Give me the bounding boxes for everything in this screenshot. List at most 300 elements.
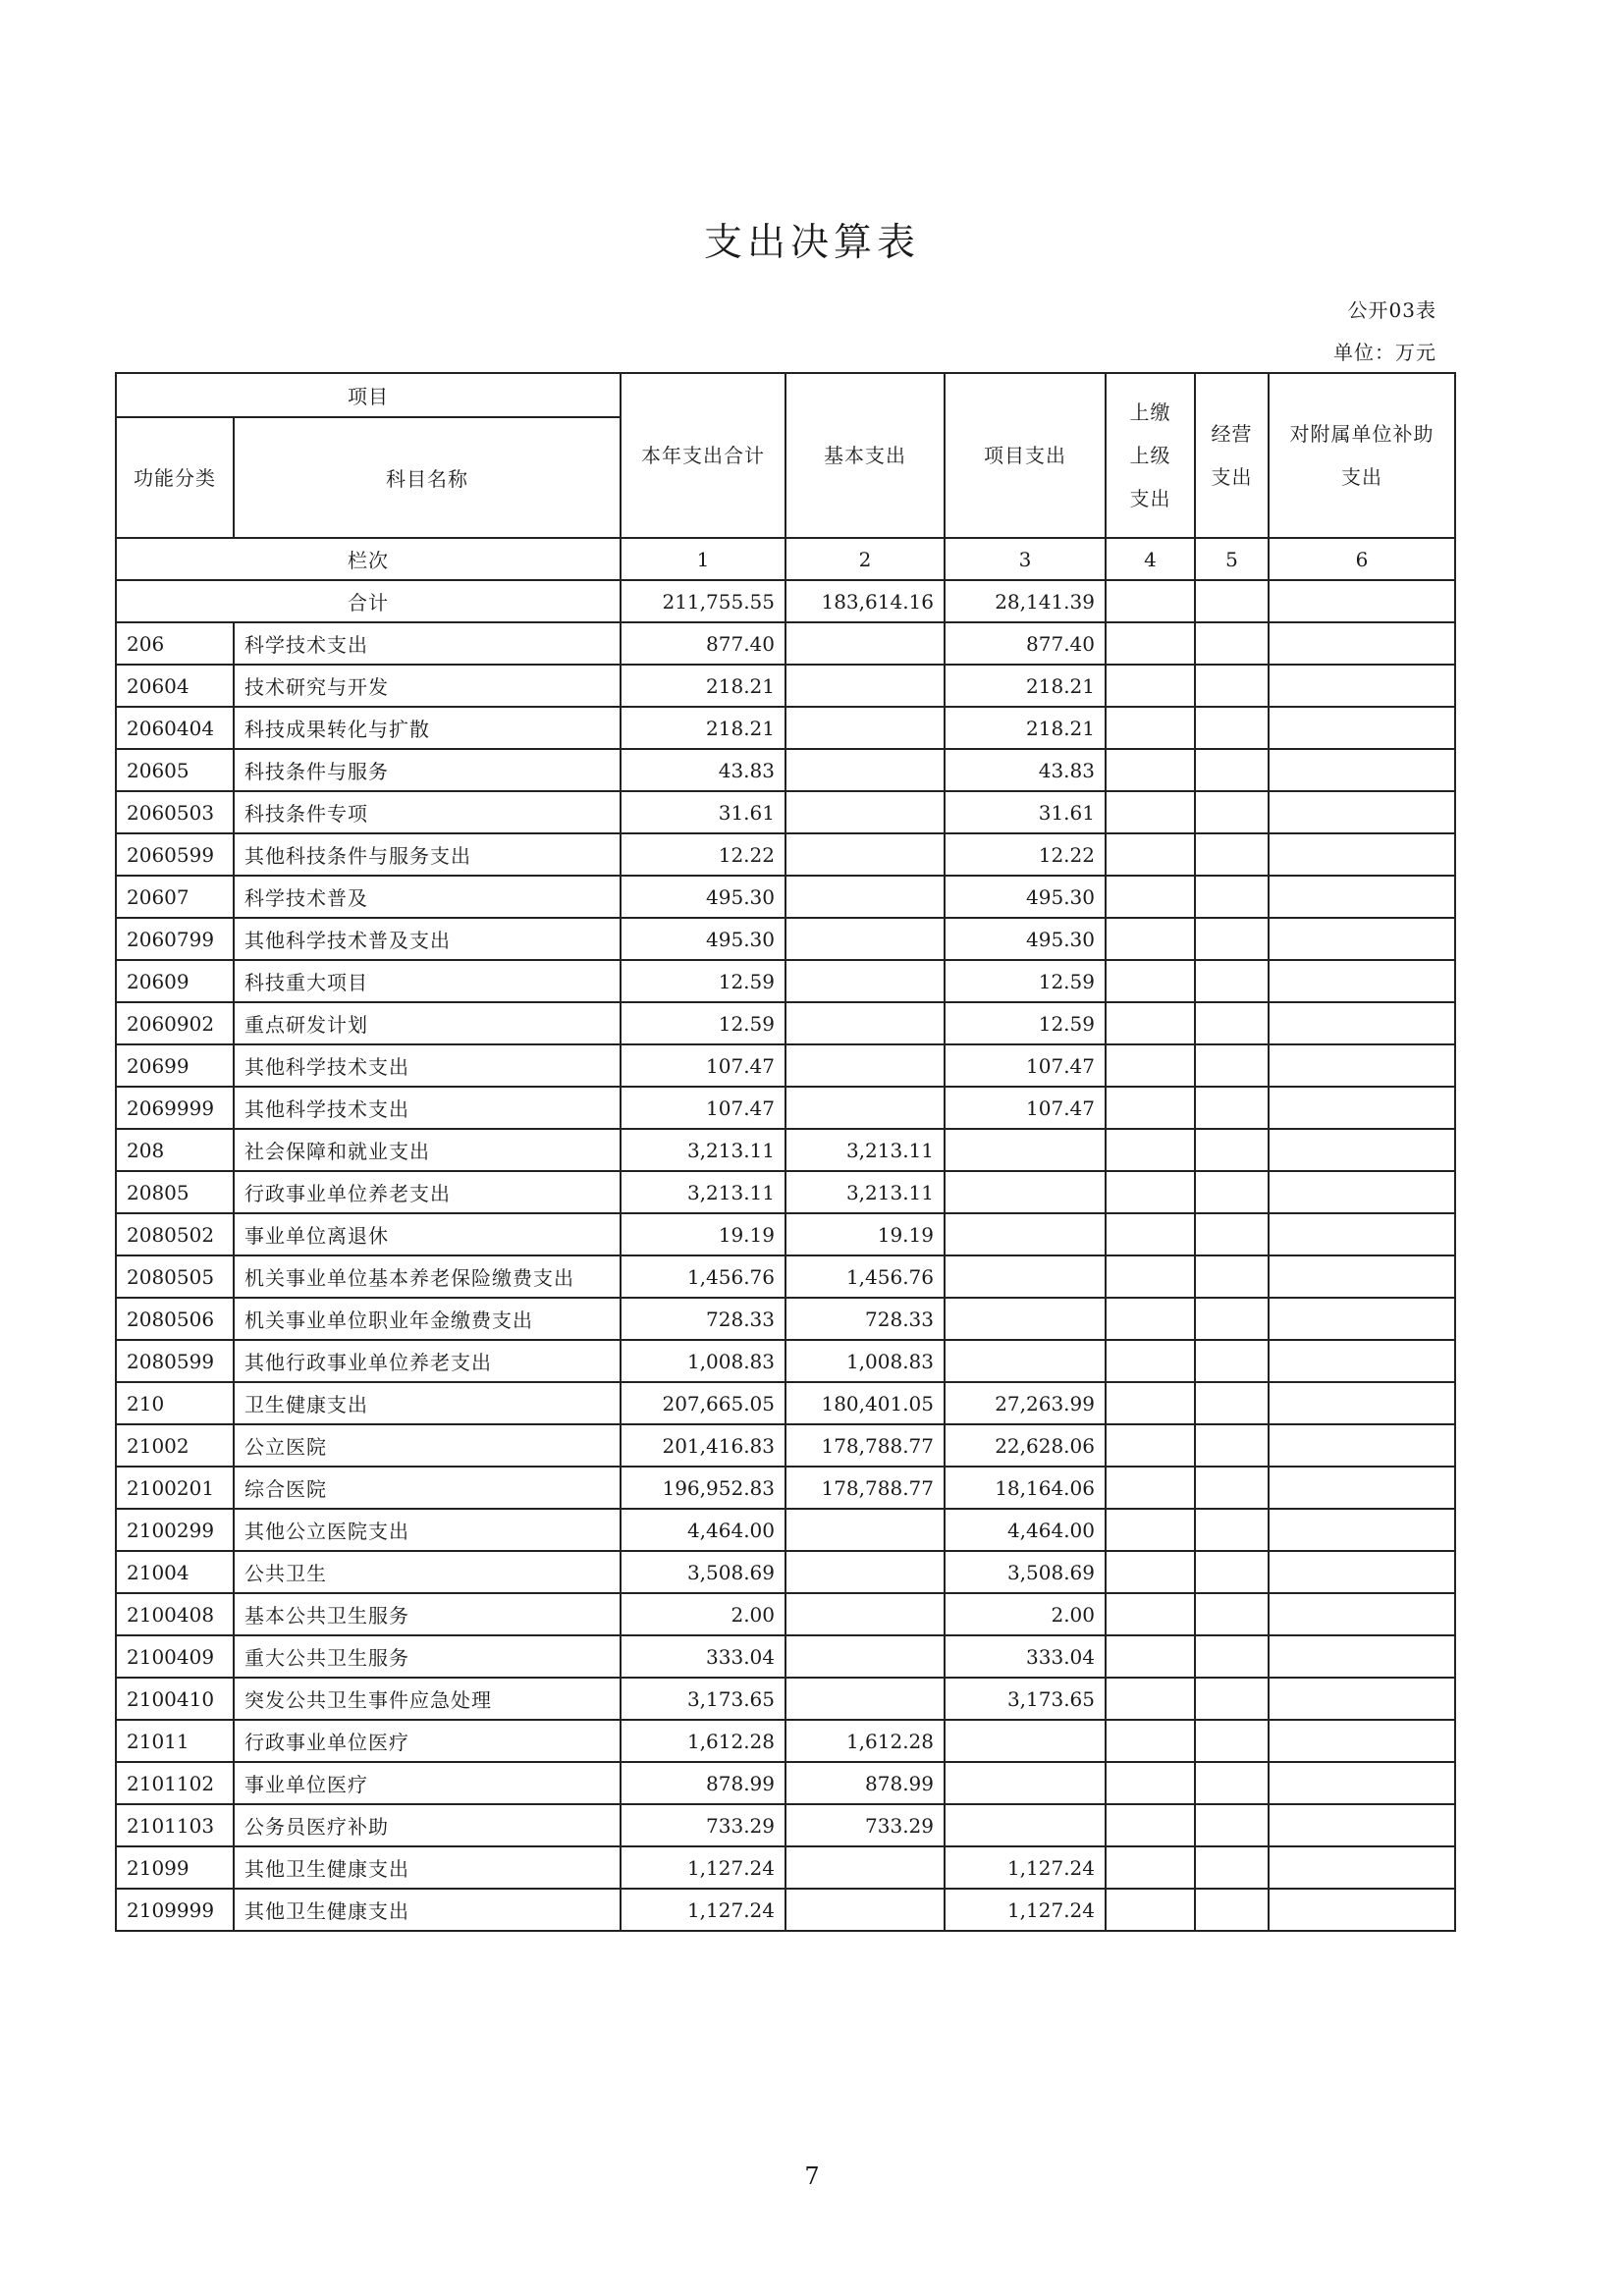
row-code: 20699: [116, 1044, 234, 1087]
row-name: 重大公共卫生服务: [234, 1635, 621, 1678]
row-upper: [1106, 1044, 1195, 1087]
table-row: [116, 1762, 1455, 1804]
row-code: 2101103: [116, 1804, 234, 1846]
row-total: 107.47: [621, 1044, 785, 1087]
col-num: 4: [1106, 538, 1195, 580]
row-upper: [1106, 1509, 1195, 1551]
column-number-row: [116, 538, 1455, 580]
summary-label: 合计: [116, 580, 621, 622]
row-subsidy: [1269, 1171, 1455, 1213]
row-business: [1195, 1846, 1269, 1889]
table-row: [116, 707, 1455, 749]
summary-project: 28,141.39: [945, 580, 1106, 622]
row-name: 公共卫生: [234, 1551, 621, 1593]
row-upper: [1106, 1002, 1195, 1044]
summary-subsidy: [1269, 580, 1455, 622]
page-title: 支出决算表: [703, 221, 920, 265]
row-basic: 728.33: [785, 1298, 945, 1340]
table-row: [116, 749, 1455, 791]
row-basic: 3,213.11: [785, 1129, 945, 1171]
row-basic: [785, 1593, 945, 1635]
row-code: 20609: [116, 960, 234, 1002]
row-code: 21004: [116, 1551, 234, 1593]
row-code: 2100410: [116, 1678, 234, 1720]
row-project: 18,164.06: [945, 1467, 1106, 1509]
row-basic: 1,612.28: [785, 1720, 945, 1762]
row-upper: [1106, 1804, 1195, 1846]
row-upper: [1106, 1635, 1195, 1678]
row-subsidy: [1269, 1298, 1455, 1340]
row-name: 其他卫生健康支出: [234, 1889, 621, 1931]
header-basic: 基本支出: [785, 373, 945, 538]
row-upper: [1106, 665, 1195, 707]
row-business: [1195, 876, 1269, 918]
table-row: [116, 1340, 1455, 1382]
row-total: 19.19: [621, 1213, 785, 1255]
row-code: 2100408: [116, 1593, 234, 1635]
row-total: 2.00: [621, 1593, 785, 1635]
row-business: [1195, 665, 1269, 707]
row-business: [1195, 622, 1269, 665]
table-row: [116, 791, 1455, 833]
row-name: 其他卫生健康支出: [234, 1846, 621, 1889]
row-basic: [785, 876, 945, 918]
row-total: 1,127.24: [621, 1889, 785, 1931]
row-business: [1195, 791, 1269, 833]
row-name: 公立医院: [234, 1424, 621, 1467]
row-basic: 1,456.76: [785, 1255, 945, 1298]
row-total: 12.59: [621, 960, 785, 1002]
table-row: [116, 1509, 1455, 1551]
row-business: [1195, 1002, 1269, 1044]
row-business: [1195, 960, 1269, 1002]
row-upper: [1106, 1889, 1195, 1931]
row-project: 12.22: [945, 833, 1106, 876]
row-project: 43.83: [945, 749, 1106, 791]
summary-total: 211,755.55: [621, 580, 785, 622]
row-subsidy: [1269, 1762, 1455, 1804]
row-name: 科学技术普及: [234, 876, 621, 918]
row-name: 其他科学技术支出: [234, 1044, 621, 1087]
row-project: 218.21: [945, 707, 1106, 749]
row-name: 事业单位医疗: [234, 1762, 621, 1804]
header-project-exp: 项目支出: [945, 373, 1106, 538]
summary-business: [1195, 580, 1269, 622]
table-row: [116, 876, 1455, 918]
row-subsidy: [1269, 1889, 1455, 1931]
row-code: 20607: [116, 876, 234, 918]
row-total: 733.29: [621, 1804, 785, 1846]
row-total: 495.30: [621, 918, 785, 960]
summary-upper: [1106, 580, 1195, 622]
row-total: 877.40: [621, 622, 785, 665]
row-upper: [1106, 960, 1195, 1002]
row-project: 4,464.00: [945, 1509, 1106, 1551]
row-subsidy: [1269, 622, 1455, 665]
row-business: [1195, 1044, 1269, 1087]
table-row: [116, 1593, 1455, 1635]
row-project: 22,628.06: [945, 1424, 1106, 1467]
row-upper: [1106, 1340, 1195, 1382]
row-code: 2060902: [116, 1002, 234, 1044]
col-num: 5: [1195, 538, 1269, 580]
row-name: 重点研发计划: [234, 1002, 621, 1044]
row-project: [945, 1298, 1106, 1340]
row-name: 其他科学技术支出: [234, 1087, 621, 1129]
row-code: 2100201: [116, 1467, 234, 1509]
row-project: 495.30: [945, 876, 1106, 918]
unit-label: 单位：万元: [1333, 341, 1436, 364]
row-basic: 180,401.05: [785, 1382, 945, 1424]
row-basic: [785, 1635, 945, 1678]
row-subsidy: [1269, 1551, 1455, 1593]
table-row: [116, 1720, 1455, 1762]
row-business: [1195, 1593, 1269, 1635]
row-subsidy: [1269, 749, 1455, 791]
row-code: 210: [116, 1382, 234, 1424]
row-business: [1195, 1678, 1269, 1720]
row-project: 12.59: [945, 1002, 1106, 1044]
row-subsidy: [1269, 1213, 1455, 1255]
row-basic: [785, 791, 945, 833]
table-row: [116, 833, 1455, 876]
row-subsidy: [1269, 1424, 1455, 1467]
header-business: 经营支出: [1195, 373, 1269, 538]
row-name: 基本公共卫生服务: [234, 1593, 621, 1635]
table-row: [116, 1846, 1455, 1889]
row-project: 1,127.24: [945, 1846, 1106, 1889]
row-code: 2100409: [116, 1635, 234, 1678]
row-name: 科学技术支出: [234, 622, 621, 665]
table-row: [116, 1298, 1455, 1340]
table-row: [116, 1171, 1455, 1213]
row-basic: [785, 918, 945, 960]
row-total: 495.30: [621, 876, 785, 918]
row-total: 1,456.76: [621, 1255, 785, 1298]
row-upper: [1106, 1129, 1195, 1171]
header-upper: 上缴上级支出: [1106, 373, 1195, 538]
row-total: 333.04: [621, 1635, 785, 1678]
col-num: 2: [785, 538, 945, 580]
table-code: 公开03表: [1347, 298, 1436, 322]
row-basic: [785, 1678, 945, 1720]
row-subsidy: [1269, 918, 1455, 960]
row-basic: [785, 1551, 945, 1593]
row-total: 207,665.05: [621, 1382, 785, 1424]
row-code: 2060503: [116, 791, 234, 833]
row-business: [1195, 918, 1269, 960]
row-subsidy: [1269, 1509, 1455, 1551]
row-basic: 878.99: [785, 1762, 945, 1804]
row-business: [1195, 1467, 1269, 1509]
row-name: 其他公立医院支出: [234, 1509, 621, 1551]
row-total: 3,508.69: [621, 1551, 785, 1593]
row-project: 107.47: [945, 1044, 1106, 1087]
row-business: [1195, 1804, 1269, 1846]
table-row: [116, 1424, 1455, 1467]
header-subject-name: 科目名称: [234, 417, 621, 538]
row-upper: [1106, 1382, 1195, 1424]
row-subsidy: [1269, 1720, 1455, 1762]
table-row: [116, 1678, 1455, 1720]
row-name: 科技条件专项: [234, 791, 621, 833]
header-total: 本年支出合计: [621, 373, 785, 538]
row-code: 2080505: [116, 1255, 234, 1298]
row-total: 218.21: [621, 707, 785, 749]
row-total: 12.22: [621, 833, 785, 876]
row-subsidy: [1269, 1382, 1455, 1424]
row-total: 1,612.28: [621, 1720, 785, 1762]
row-subsidy: [1269, 1044, 1455, 1087]
row-basic: [785, 1889, 945, 1931]
row-project: [945, 1804, 1106, 1846]
row-project: [945, 1340, 1106, 1382]
table-row: [116, 1087, 1455, 1129]
row-upper: [1106, 1720, 1195, 1762]
row-upper: [1106, 1298, 1195, 1340]
row-subsidy: [1269, 1846, 1455, 1889]
row-business: [1195, 1509, 1269, 1551]
header-project: 项目: [116, 373, 621, 417]
row-total: 878.99: [621, 1762, 785, 1804]
row-subsidy: [1269, 1002, 1455, 1044]
row-code: 20605: [116, 749, 234, 791]
row-project: 218.21: [945, 665, 1106, 707]
row-upper: [1106, 1467, 1195, 1509]
row-name: 科技条件与服务: [234, 749, 621, 791]
row-total: 728.33: [621, 1298, 785, 1340]
row-total: 196,952.83: [621, 1467, 785, 1509]
table-row: [116, 1044, 1455, 1087]
row-upper: [1106, 1213, 1195, 1255]
row-subsidy: [1269, 1804, 1455, 1846]
row-upper: [1106, 1087, 1195, 1129]
row-project: 107.47: [945, 1087, 1106, 1129]
table-row: [116, 1129, 1455, 1171]
col-num: 3: [945, 538, 1106, 580]
row-name: 其他科技条件与服务支出: [234, 833, 621, 876]
row-project: [945, 1762, 1106, 1804]
row-name: 科技重大项目: [234, 960, 621, 1002]
row-code: 2060404: [116, 707, 234, 749]
row-business: [1195, 1424, 1269, 1467]
table-row: [116, 1002, 1455, 1044]
row-basic: [785, 1087, 945, 1129]
row-project: 2.00: [945, 1593, 1106, 1635]
row-code: 2101102: [116, 1762, 234, 1804]
header-subsidy: 对附属单位补助支出: [1269, 373, 1455, 538]
row-business: [1195, 707, 1269, 749]
row-total: 4,464.00: [621, 1509, 785, 1551]
row-subsidy: [1269, 1129, 1455, 1171]
row-project: [945, 1171, 1106, 1213]
row-subsidy: [1269, 791, 1455, 833]
row-subsidy: [1269, 1593, 1455, 1635]
table-row: [116, 1551, 1455, 1593]
row-project: 27,263.99: [945, 1382, 1106, 1424]
row-code: 206: [116, 622, 234, 665]
row-project: 3,508.69: [945, 1551, 1106, 1593]
page-number: 7: [804, 2163, 820, 2190]
row-upper: [1106, 876, 1195, 918]
row-code: 21011: [116, 1720, 234, 1762]
row-upper: [1106, 791, 1195, 833]
row-code: 2080599: [116, 1340, 234, 1382]
row-total: 3,213.11: [621, 1171, 785, 1213]
row-basic: [785, 1002, 945, 1044]
row-code: 20805: [116, 1171, 234, 1213]
row-business: [1195, 1255, 1269, 1298]
table-row: [116, 1382, 1455, 1424]
row-basic: [785, 1846, 945, 1889]
row-total: 12.59: [621, 1002, 785, 1044]
row-business: [1195, 749, 1269, 791]
row-subsidy: [1269, 876, 1455, 918]
summary-basic: 183,614.16: [785, 580, 945, 622]
row-upper: [1106, 1762, 1195, 1804]
row-code: 2060599: [116, 833, 234, 876]
row-business: [1195, 1129, 1269, 1171]
table-row: [116, 1635, 1455, 1678]
row-business: [1195, 1762, 1269, 1804]
row-total: 1,008.83: [621, 1340, 785, 1382]
summary-row: [116, 580, 1455, 622]
row-project: 333.04: [945, 1635, 1106, 1678]
row-project: 1,127.24: [945, 1889, 1106, 1931]
row-name: 其他行政事业单位养老支出: [234, 1340, 621, 1382]
row-name: 机关事业单位基本养老保险缴费支出: [234, 1255, 621, 1298]
row-name: 突发公共卫生事件应急处理: [234, 1678, 621, 1720]
table-row: [116, 1467, 1455, 1509]
row-subsidy: [1269, 833, 1455, 876]
expenditure-table: [115, 372, 1456, 1932]
table-row: [116, 665, 1455, 707]
row-name: 机关事业单位职业年金缴费支出: [234, 1298, 621, 1340]
row-total: 3,213.11: [621, 1129, 785, 1171]
row-upper: [1106, 1678, 1195, 1720]
row-project: 31.61: [945, 791, 1106, 833]
row-code: 20604: [116, 665, 234, 707]
row-name: 行政事业单位医疗: [234, 1720, 621, 1762]
row-name: 卫生健康支出: [234, 1382, 621, 1424]
row-basic: 733.29: [785, 1804, 945, 1846]
row-subsidy: [1269, 1255, 1455, 1298]
col-num: 1: [621, 538, 785, 580]
row-project: [945, 1255, 1106, 1298]
table-row: [116, 622, 1455, 665]
row-upper: [1106, 707, 1195, 749]
row-project: [945, 1720, 1106, 1762]
row-business: [1195, 1551, 1269, 1593]
row-project: [945, 1213, 1106, 1255]
row-business: [1195, 1382, 1269, 1424]
row-upper: [1106, 1255, 1195, 1298]
row-basic: [785, 1509, 945, 1551]
table-row: [116, 960, 1455, 1002]
row-upper: [1106, 1846, 1195, 1889]
row-total: 1,127.24: [621, 1846, 785, 1889]
header-row-1: [116, 373, 1455, 417]
row-name: 事业单位离退休: [234, 1213, 621, 1255]
row-basic: [785, 833, 945, 876]
row-basic: [785, 1044, 945, 1087]
row-subsidy: [1269, 1340, 1455, 1382]
table-row: [116, 1889, 1455, 1931]
row-name: 其他科学技术普及支出: [234, 918, 621, 960]
row-upper: [1106, 1171, 1195, 1213]
row-business: [1195, 1635, 1269, 1678]
row-code: 2109999: [116, 1889, 234, 1931]
table-row: [116, 1213, 1455, 1255]
row-name: 技术研究与开发: [234, 665, 621, 707]
row-subsidy: [1269, 707, 1455, 749]
row-code: 21099: [116, 1846, 234, 1889]
row-subsidy: [1269, 665, 1455, 707]
row-project: 12.59: [945, 960, 1106, 1002]
row-basic: 3,213.11: [785, 1171, 945, 1213]
row-subsidy: [1269, 1635, 1455, 1678]
row-basic: 178,788.77: [785, 1467, 945, 1509]
row-code: 2080506: [116, 1298, 234, 1340]
row-basic: [785, 707, 945, 749]
row-subsidy: [1269, 960, 1455, 1002]
col-num: 6: [1269, 538, 1455, 580]
table-row: [116, 1255, 1455, 1298]
row-basic: [785, 665, 945, 707]
row-code: 2100299: [116, 1509, 234, 1551]
row-code: 2069999: [116, 1087, 234, 1129]
row-total: 31.61: [621, 791, 785, 833]
row-upper: [1106, 918, 1195, 960]
row-business: [1195, 1340, 1269, 1382]
row-project: [945, 1129, 1106, 1171]
row-business: [1195, 1171, 1269, 1213]
row-project: 877.40: [945, 622, 1106, 665]
row-name: 科技成果转化与扩散: [234, 707, 621, 749]
row-upper: [1106, 749, 1195, 791]
row-upper: [1106, 622, 1195, 665]
row-business: [1195, 1298, 1269, 1340]
row-code: 208: [116, 1129, 234, 1171]
row-business: [1195, 1720, 1269, 1762]
row-basic: 178,788.77: [785, 1424, 945, 1467]
row-upper: [1106, 1551, 1195, 1593]
row-total: 218.21: [621, 665, 785, 707]
table-row: [116, 1804, 1455, 1846]
row-basic: 19.19: [785, 1213, 945, 1255]
row-subsidy: [1269, 1087, 1455, 1129]
row-total: 3,173.65: [621, 1678, 785, 1720]
row-name: 行政事业单位养老支出: [234, 1171, 621, 1213]
row-business: [1195, 1087, 1269, 1129]
row-basic: [785, 749, 945, 791]
row-subsidy: [1269, 1678, 1455, 1720]
row-business: [1195, 1213, 1269, 1255]
row-code: 2080502: [116, 1213, 234, 1255]
row-basic: [785, 622, 945, 665]
row-basic: 1,008.83: [785, 1340, 945, 1382]
row-project: 495.30: [945, 918, 1106, 960]
column-label: 栏次: [116, 538, 621, 580]
row-code: 2060799: [116, 918, 234, 960]
row-upper: [1106, 1424, 1195, 1467]
table-row: [116, 918, 1455, 960]
row-code: 21002: [116, 1424, 234, 1467]
row-business: [1195, 833, 1269, 876]
row-basic: [785, 960, 945, 1002]
row-project: 3,173.65: [945, 1678, 1106, 1720]
row-business: [1195, 1889, 1269, 1931]
